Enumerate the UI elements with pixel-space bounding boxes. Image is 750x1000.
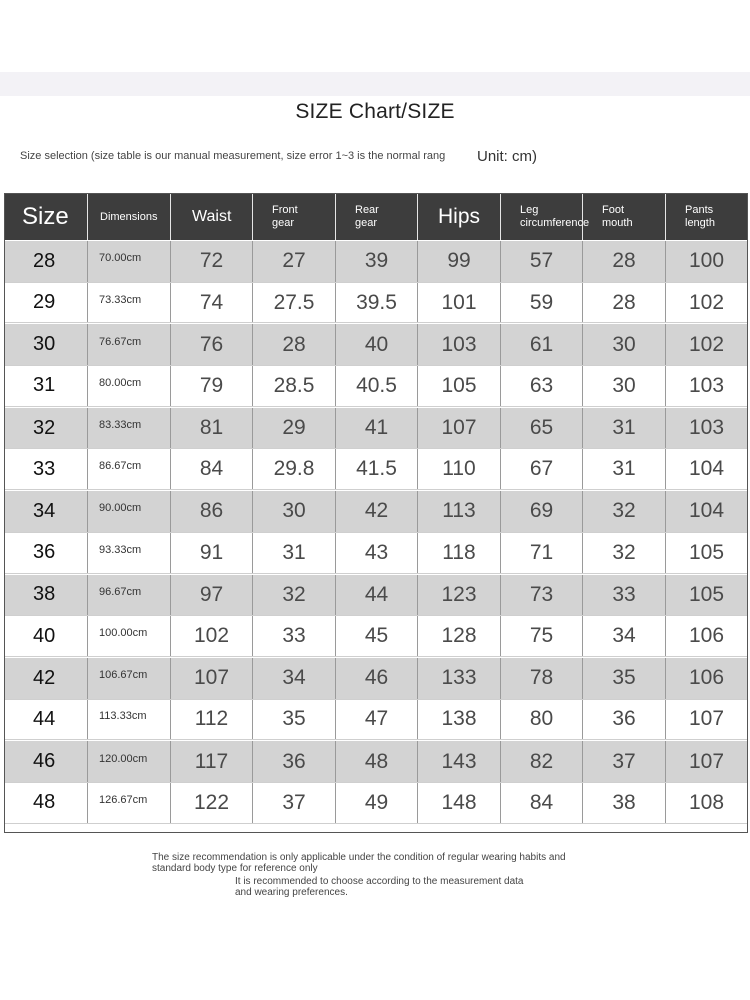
cell-leg: 63 — [501, 366, 583, 406]
cell-waist: 76 — [171, 324, 253, 365]
cell-leg: 73 — [501, 575, 583, 616]
cell-front-gear: 31 — [253, 533, 336, 573]
cell-rear-gear: 46 — [336, 658, 418, 699]
cell-rear-gear: 39 — [336, 241, 418, 282]
cell-hips: 103 — [418, 324, 501, 365]
cell-foot-mouth: 31 — [583, 408, 666, 449]
cell-pants-length: 102 — [688, 290, 725, 314]
cell-rear-gear: 43 — [336, 533, 418, 573]
unit-label: Unit: cm) — [477, 148, 537, 165]
cell-front-gear: 37 — [253, 783, 336, 823]
cell-dimensions: 96.67cm — [88, 575, 171, 616]
cell-front-gear: 27 — [253, 241, 336, 282]
cell-size: 34 — [5, 491, 88, 532]
cell-leg: 67 — [501, 449, 583, 489]
cell-front-gear: 28.5 — [253, 366, 336, 406]
cell-pants-length: 105 — [688, 582, 725, 606]
cell-pants-length: 106 — [688, 624, 725, 648]
cell-foot-mouth: 33 — [583, 575, 666, 616]
cell-dimensions: 113.33cm — [88, 700, 171, 740]
cell-front-gear: 33 — [253, 616, 336, 656]
table-row — [5, 699, 747, 741]
cell-waist: 86 — [171, 491, 253, 532]
cell-dimensions: 93.33cm — [88, 533, 171, 573]
cell-pants-length: 105 — [688, 540, 725, 564]
table-row — [5, 448, 747, 490]
cell-waist: 72 — [171, 241, 253, 282]
cell-foot-mouth: 34 — [583, 616, 666, 656]
cell-foot-mouth: 28 — [583, 283, 666, 323]
cell-hips: 128 — [418, 616, 501, 656]
cell-waist: 74 — [171, 283, 253, 323]
cell-waist: 122 — [171, 783, 253, 823]
cell-dimensions: 86.67cm — [88, 449, 171, 489]
cell-foot-mouth: 35 — [583, 658, 666, 699]
cell-size: 31 — [5, 366, 88, 406]
cell-leg: 69 — [501, 491, 583, 532]
cell-hips: 118 — [418, 533, 501, 573]
header-size: Size — [5, 194, 88, 240]
cell-pants-length: 103 — [688, 416, 725, 440]
table-body — [5, 240, 747, 824]
page-title: SIZE Chart/SIZE — [295, 100, 455, 123]
cell-hips: 143 — [418, 741, 501, 782]
cell-waist: 79 — [171, 366, 253, 406]
cell-size: 29 — [5, 283, 88, 323]
cell-hips: 105 — [418, 366, 501, 406]
cell-front-gear: 35 — [253, 700, 336, 740]
header-waist: Waist — [171, 194, 253, 240]
cell-pants-length: 102 — [688, 332, 725, 356]
cell-hips: 99 — [418, 241, 501, 282]
header-leg-circumference: Leg circumference — [501, 194, 583, 240]
cell-hips: 113 — [418, 491, 501, 532]
cell-dimensions: 76.67cm — [88, 324, 171, 365]
cell-dimensions: 106.67cm — [88, 658, 171, 699]
cell-pants-length: 104 — [688, 499, 725, 523]
cell-pants-length: 100 — [688, 249, 725, 273]
recommendation-note: The size recommendation is only applicable under the condition of regular wearing habits and standard body type for reference only — [152, 852, 566, 874]
cell-foot-mouth: 38 — [583, 783, 666, 823]
cell-size: 33 — [5, 449, 88, 489]
cell-pants-length: 103 — [688, 373, 725, 397]
cell-dimensions: 80.00cm — [88, 366, 171, 406]
cell-waist: 84 — [171, 449, 253, 489]
cell-size: 36 — [5, 533, 88, 573]
cell-dimensions: 70.00cm — [88, 241, 171, 282]
cell-waist: 107 — [171, 658, 253, 699]
cell-rear-gear: 39.5 — [336, 283, 418, 323]
cell-leg: 65 — [501, 408, 583, 449]
cell-rear-gear: 41 — [336, 408, 418, 449]
cell-leg: 84 — [501, 783, 583, 823]
cell-waist: 102 — [171, 616, 253, 656]
cell-leg: 61 — [501, 324, 583, 365]
table-row — [5, 782, 747, 824]
cell-foot-mouth: 36 — [583, 700, 666, 740]
cell-front-gear: 34 — [253, 658, 336, 699]
cell-rear-gear: 44 — [336, 575, 418, 616]
header-hips: Hips — [418, 194, 501, 240]
cell-front-gear: 29 — [253, 408, 336, 449]
cell-front-gear: 32 — [253, 575, 336, 616]
table-row — [5, 365, 747, 407]
header-foot-mouth: Foot mouth — [583, 194, 666, 240]
cell-dimensions: 120.00cm — [88, 741, 171, 782]
cell-leg: 71 — [501, 533, 583, 573]
cell-leg: 82 — [501, 741, 583, 782]
cell-rear-gear: 40.5 — [336, 366, 418, 406]
cell-foot-mouth: 32 — [583, 491, 666, 532]
top-band — [0, 72, 750, 96]
cell-rear-gear: 42 — [336, 491, 418, 532]
cell-waist: 117 — [171, 741, 253, 782]
cell-front-gear: 36 — [253, 741, 336, 782]
cell-foot-mouth: 28 — [583, 241, 666, 282]
cell-foot-mouth: 30 — [583, 324, 666, 365]
header-pants-length: Pants length — [685, 204, 715, 229]
cell-size: 46 — [5, 741, 88, 782]
cell-size: 38 — [5, 575, 88, 616]
cell-rear-gear: 48 — [336, 741, 418, 782]
cell-rear-gear: 49 — [336, 783, 418, 823]
cell-pants-length: 107 — [688, 707, 725, 731]
cell-pants-length: 107 — [688, 749, 725, 773]
cell-rear-gear: 45 — [336, 616, 418, 656]
cell-dimensions: 90.00cm — [88, 491, 171, 532]
cell-size: 42 — [5, 658, 88, 699]
table-row — [5, 240, 747, 282]
cell-hips: 107 — [418, 408, 501, 449]
cell-pants-length: 106 — [688, 666, 725, 690]
cell-leg: 59 — [501, 283, 583, 323]
cell-leg: 78 — [501, 658, 583, 699]
table-row — [5, 407, 747, 449]
cell-size: 40 — [5, 616, 88, 656]
cell-hips: 101 — [418, 283, 501, 323]
measurement-note: It is recommended to choose according to the measurement data and wearing preferences. — [235, 876, 524, 898]
cell-hips: 110 — [418, 449, 501, 489]
cell-dimensions: 73.33cm — [88, 283, 171, 323]
cell-pants-length: 108 — [688, 790, 725, 814]
table-row — [5, 532, 747, 574]
table-header — [5, 194, 747, 240]
cell-pants-length: 104 — [688, 457, 725, 481]
cell-leg: 57 — [501, 241, 583, 282]
cell-hips: 148 — [418, 783, 501, 823]
cell-dimensions: 100.00cm — [88, 616, 171, 656]
size-table — [4, 193, 748, 833]
cell-size: 44 — [5, 700, 88, 740]
cell-size: 48 — [5, 783, 88, 823]
cell-foot-mouth: 30 — [583, 366, 666, 406]
table-row — [5, 657, 747, 699]
header-front-gear: Front gear — [253, 194, 336, 240]
cell-size: 28 — [5, 241, 88, 282]
table-row — [5, 490, 747, 532]
cell-foot-mouth: 37 — [583, 741, 666, 782]
table-row — [5, 574, 747, 616]
cell-foot-mouth: 31 — [583, 449, 666, 489]
cell-size: 30 — [5, 324, 88, 365]
cell-hips: 123 — [418, 575, 501, 616]
cell-hips: 133 — [418, 658, 501, 699]
cell-hips: 138 — [418, 700, 501, 740]
cell-dimensions: 126.67cm — [88, 783, 171, 823]
cell-front-gear: 30 — [253, 491, 336, 532]
cell-dimensions: 83.33cm — [88, 408, 171, 449]
header-dimensions: Dimensions — [88, 194, 171, 240]
table-row — [5, 323, 747, 365]
cell-rear-gear: 41.5 — [336, 449, 418, 489]
cell-size: 32 — [5, 408, 88, 449]
cell-front-gear: 29.8 — [253, 449, 336, 489]
table-row — [5, 615, 747, 657]
table-row — [5, 282, 747, 324]
cell-leg: 75 — [501, 616, 583, 656]
cell-foot-mouth: 32 — [583, 533, 666, 573]
cell-rear-gear: 40 — [336, 324, 418, 365]
table-row — [5, 740, 747, 782]
cell-leg: 80 — [501, 700, 583, 740]
cell-waist: 91 — [171, 533, 253, 573]
cell-waist: 81 — [171, 408, 253, 449]
cell-rear-gear: 47 — [336, 700, 418, 740]
cell-front-gear: 28 — [253, 324, 336, 365]
size-selection-note: Size selection (size table is our manual measurement, size error 1~3 is the normal rang — [20, 150, 446, 162]
cell-front-gear: 27.5 — [253, 283, 336, 323]
cell-waist: 112 — [171, 700, 253, 740]
cell-waist: 97 — [171, 575, 253, 616]
header-rear-gear: Rear gear — [336, 194, 418, 240]
